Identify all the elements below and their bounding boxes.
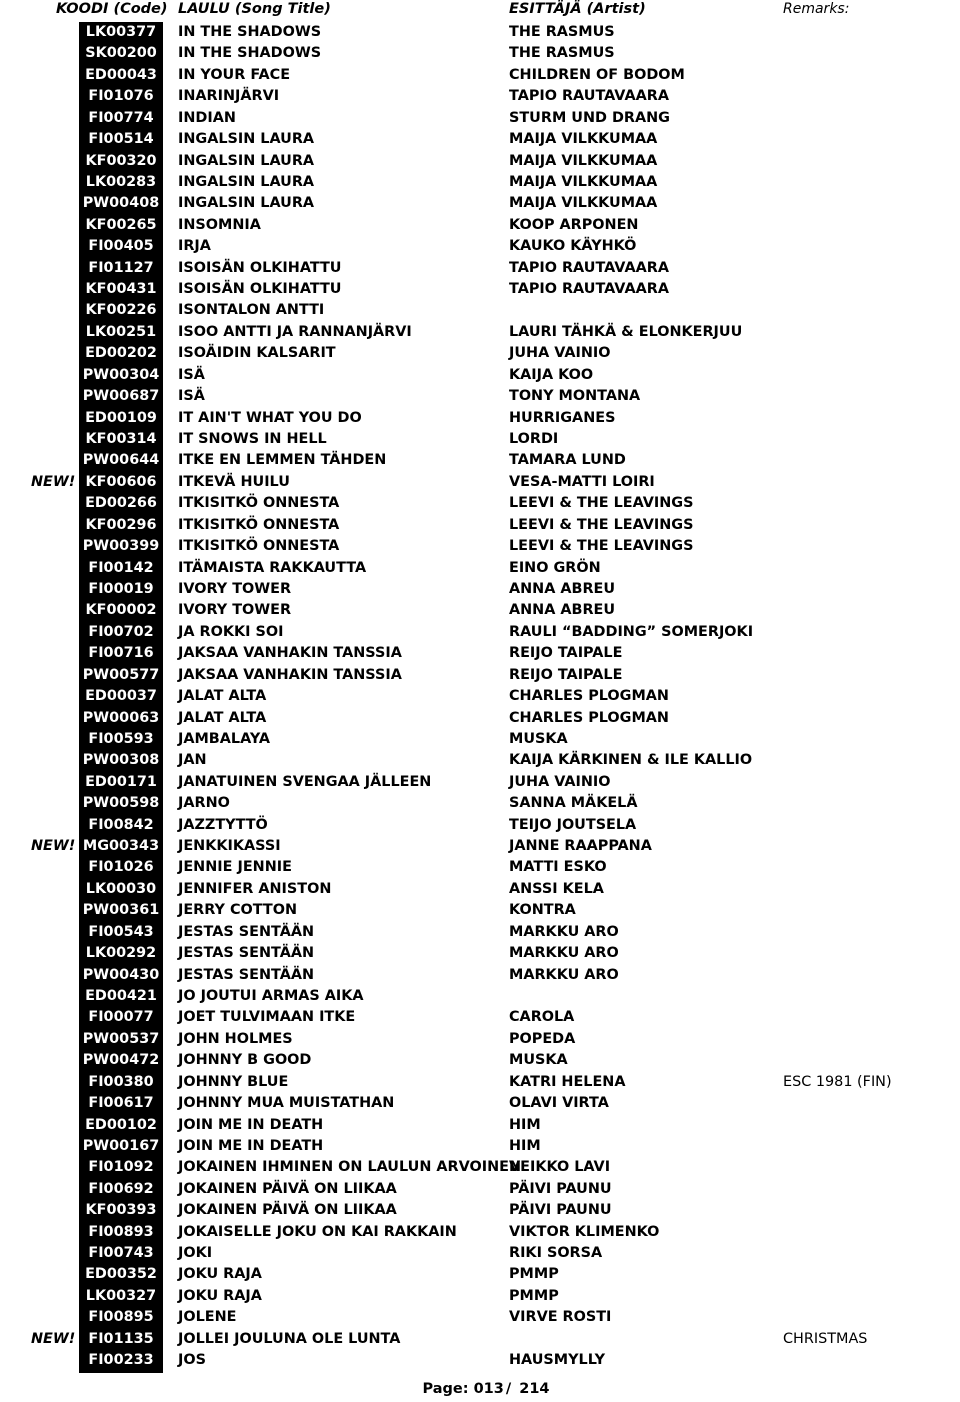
song-artist: CAROLA (509, 1009, 575, 1026)
song-artist: LEEVI & THE LEAVINGS (509, 495, 694, 512)
song-title: IT AIN'T WHAT YOU DO (178, 409, 362, 426)
table-row (0, 879, 960, 900)
table-row (0, 215, 960, 236)
song-title: JOKI (178, 1245, 213, 1262)
song-code: FI01127 (88, 259, 154, 276)
table-row (0, 708, 960, 729)
song-code: FI00893 (88, 1223, 154, 1240)
song-title: ITKISITKÖ ONNESTA (178, 495, 340, 512)
song-code: KF00320 (85, 152, 157, 169)
song-title: JOIN ME IN DEATH (178, 1116, 324, 1133)
song-title: JENKKIKASSI (178, 838, 281, 855)
song-artist: REIJO TAIPALE (509, 666, 623, 683)
song-code: FI00617 (88, 1095, 154, 1112)
table-row (0, 1029, 960, 1050)
song-title: IN YOUR FACE (178, 66, 291, 83)
song-code: FI00405 (88, 238, 154, 255)
song-title: IN THE SHADOWS (178, 24, 322, 40)
song-code: ED00037 (85, 688, 157, 705)
song-artist: KONTRA (509, 902, 576, 919)
song-code: PW00167 (82, 1137, 160, 1154)
song-code: FI00142 (88, 559, 154, 576)
table-row (0, 450, 960, 471)
table-row (0, 343, 960, 364)
song-artist: RAULI “BADDING” SOMERJOKI (509, 623, 754, 640)
song-artist: RIKI SORSA (509, 1245, 603, 1262)
song-title: JAN (178, 752, 207, 769)
song-code: KF00226 (85, 302, 157, 319)
song-title: ITKE EN LEMMEN TÄHDEN (178, 452, 387, 469)
table-row (0, 1307, 960, 1328)
table-row (0, 1136, 960, 1157)
song-artist: PMMP (509, 1287, 559, 1304)
song-title: JAZZTYTTÖ (178, 816, 268, 833)
song-title: JO JOUTUI ARMAS AIKA (178, 987, 364, 1004)
table-row (0, 643, 960, 664)
song-code: FI00514 (88, 131, 154, 148)
song-code: PW00687 (82, 388, 160, 405)
song-remark: CHRISTMAS (783, 1330, 868, 1347)
song-artist: KAIJA KÄRKINEN & ILE KALLIO (509, 752, 753, 769)
song-title: JALAT ALTA (178, 688, 267, 705)
song-code: PW00361 (82, 902, 160, 919)
song-title: INDIAN (178, 109, 236, 126)
song-artist: JUHA VAINIO (509, 773, 611, 790)
table-row (0, 1243, 960, 1264)
header-remarks: Remarks: (783, 1, 850, 17)
song-artist: TEIJO JOUTSELA (509, 816, 637, 833)
song-title: JAMBALAYA (178, 730, 271, 747)
song-artist: CHARLES PLOGMAN (509, 688, 669, 705)
table-row (0, 493, 960, 514)
table-row (0, 365, 960, 386)
song-table (0, 22, 960, 1372)
table-row (0, 1007, 960, 1028)
table-row (0, 258, 960, 279)
song-title: IN THE SHADOWS (178, 45, 322, 62)
song-title: JOET TULVIMAAN ITKE (178, 1009, 356, 1026)
table-row (0, 558, 960, 579)
song-code: LK00327 (85, 1287, 157, 1304)
table-row (0, 665, 960, 686)
song-code: FI00019 (88, 580, 154, 597)
song-code: MG00343 (82, 838, 160, 855)
song-title: ISÄ (178, 388, 205, 405)
table-row (0, 622, 960, 643)
song-code: LK00251 (85, 323, 157, 340)
table-row (0, 1222, 960, 1243)
song-title: ISOO ANTTI JA RANNANJÄRVI (178, 323, 412, 340)
table-row (0, 815, 960, 836)
song-artist: KATRI HELENA (509, 1073, 626, 1090)
table-row (0, 172, 960, 193)
song-title: ISOISÄN OLKIHATTU (178, 281, 342, 298)
table-row (0, 793, 960, 814)
song-artist: OLAVI VIRTA (509, 1095, 609, 1112)
song-title: IRJA (178, 238, 211, 255)
table-row (0, 1350, 960, 1371)
song-code: PW00644 (82, 452, 160, 469)
header-title: LAULU (Song Title) (178, 1, 331, 17)
song-code: ED00421 (85, 987, 157, 1004)
song-artist: LEEVI & THE LEAVINGS (509, 516, 694, 533)
song-artist: JUHA VAINIO (509, 345, 611, 362)
song-title: IT SNOWS IN HELL (178, 431, 327, 448)
song-code: KF00296 (85, 516, 157, 533)
song-artist: MATTI ESKO (509, 859, 607, 876)
song-code: ED00266 (85, 495, 157, 512)
song-title: JENNIFER ANISTON (178, 880, 332, 897)
song-remark: ESC 1981 (FIN) (783, 1073, 892, 1090)
table-row (0, 300, 960, 321)
table-row (0, 857, 960, 878)
page-footer (0, 1381, 960, 1397)
table-row (0, 1115, 960, 1136)
song-code: PW00472 (82, 1052, 160, 1069)
table-row (0, 772, 960, 793)
table-row (0, 472, 960, 493)
song-artist: PÄIVI PAUNU (509, 1202, 612, 1219)
song-code: FI00702 (88, 623, 154, 640)
song-code: ED00043 (85, 66, 157, 83)
song-artist: TAPIO RAUTAVAARA (509, 88, 669, 105)
header-code: KOODI (Code) (56, 1, 168, 17)
song-title: JESTAS SENTÄÄN (178, 923, 315, 940)
song-title: INSOMNIA (178, 216, 261, 233)
song-code: PW00598 (82, 795, 160, 812)
song-title: ISOISÄN OLKIHATTU (178, 259, 342, 276)
song-artist: KAUKO KÄYHKÖ (509, 238, 637, 255)
song-code: LK00377 (85, 24, 157, 40)
song-artist: VIKTOR KLIMENKO (509, 1223, 660, 1240)
song-code: FI00380 (88, 1073, 154, 1090)
song-code: FI00692 (88, 1180, 154, 1197)
table-row (0, 1050, 960, 1071)
song-title: JOKU RAJA (178, 1287, 262, 1304)
song-artist: CHILDREN OF BODOM (509, 66, 685, 83)
table-row (0, 943, 960, 964)
song-title: JARNO (178, 795, 230, 812)
song-code: KF00265 (85, 216, 157, 233)
song-code: ED00352 (85, 1266, 157, 1283)
song-title: JANATUINEN SVENGAA JÄLLEEN (178, 773, 432, 790)
song-code: PW00408 (82, 195, 160, 212)
song-title: JENNIE JENNIE (178, 859, 292, 876)
song-artist: MARKKU ARO (509, 966, 619, 983)
song-artist: ANNA ABREU (509, 602, 616, 619)
table-row (0, 836, 960, 857)
song-artist: JANNE RAAPPANA (509, 838, 652, 855)
song-artist: MAIJA VILKKUMAA (509, 131, 658, 148)
table-row (0, 408, 960, 429)
table-row (0, 1264, 960, 1285)
song-code: FI00842 (88, 816, 154, 833)
song-code: KF00393 (85, 1202, 157, 1219)
page-label: Page: (422, 1381, 469, 1397)
song-title: ISOÄIDIN KALSARIT (178, 345, 336, 362)
song-code: KF00606 (85, 473, 157, 490)
song-title: ISÄ (178, 366, 205, 383)
song-artist: HURRIGANES (509, 409, 616, 426)
song-artist: VIRVE ROSTI (509, 1309, 612, 1326)
song-code: PW00399 (82, 538, 160, 555)
song-artist: THE RASMUS (509, 24, 615, 40)
song-title: JOKU RAJA (178, 1266, 262, 1283)
song-artist: CHARLES PLOGMAN (509, 709, 669, 726)
song-artist: LAURI TÄHKÄ & ELONKERJUU (509, 323, 743, 340)
page-number: 013 (473, 1381, 504, 1397)
table-row (0, 1329, 960, 1350)
table-row (0, 43, 960, 64)
table-row (0, 151, 960, 172)
table-row (0, 322, 960, 343)
song-artist: HIM (509, 1137, 541, 1154)
table-row (0, 536, 960, 557)
song-title: JOHNNY B GOOD (178, 1052, 312, 1069)
table-row (0, 1179, 960, 1200)
song-code: PW00063 (82, 709, 160, 726)
table-row (0, 108, 960, 129)
header-artist: ESITTÄJÄ (Artist) (509, 1, 646, 17)
song-title: INGALSIN LAURA (178, 131, 315, 148)
song-artist: SANNA MÄKELÄ (509, 795, 638, 812)
song-title: JERRY COTTON (178, 902, 298, 919)
page-indicator: Page: 013 / 214 (422, 1381, 550, 1397)
song-title: JESTAS SENTÄÄN (178, 966, 315, 983)
column-header-row (0, 0, 960, 22)
song-artist: REIJO TAIPALE (509, 645, 623, 662)
song-title: JOKAINEN PÄIVÄ ON LIIKAA (178, 1202, 397, 1219)
song-code: FI00593 (88, 730, 154, 747)
table-row (0, 1072, 960, 1093)
song-title: JESTAS SENTÄÄN (178, 945, 315, 962)
song-code: ED00202 (85, 345, 157, 362)
table-row (0, 515, 960, 536)
new-badge: NEW! (31, 838, 76, 855)
song-artist: LEEVI & THE LEAVINGS (509, 538, 694, 555)
song-artist: PÄIVI PAUNU (509, 1180, 612, 1197)
table-row (0, 193, 960, 214)
song-artist: MARKKU ARO (509, 945, 619, 962)
song-code: LK00283 (85, 173, 157, 190)
song-artist: TAMARA LUND (509, 452, 626, 469)
song-title: INGALSIN LAURA (178, 173, 315, 190)
song-title: JOHNNY MUA MUISTATHAN (178, 1095, 395, 1112)
table-row (0, 900, 960, 921)
song-artist: VEIKKO LAVI (509, 1159, 611, 1176)
song-title: IVORY TOWER (178, 602, 292, 619)
song-artist: HIM (509, 1116, 541, 1133)
song-artist: MAIJA VILKKUMAA (509, 173, 658, 190)
song-artist: ANSSI KELA (509, 880, 604, 897)
song-code: FI00774 (88, 109, 154, 126)
table-row (0, 922, 960, 943)
song-code: KF00314 (85, 431, 157, 448)
table-row (0, 579, 960, 600)
table-row (0, 965, 960, 986)
song-title: ISONTALON ANTTI (178, 302, 325, 319)
table-row (0, 1200, 960, 1221)
table-row (0, 429, 960, 450)
table-row (0, 386, 960, 407)
song-code: FI00233 (88, 1352, 154, 1369)
song-title: INARINJÄRVI (178, 88, 280, 105)
song-title: JOKAINEN IHMINEN ON LAULUN ARVOINEN (178, 1159, 521, 1176)
song-code: FI01076 (88, 88, 154, 105)
song-code: PW00537 (82, 1030, 160, 1047)
song-code: FI00716 (88, 645, 154, 662)
song-code: LK00292 (85, 945, 157, 962)
song-code: ED00109 (85, 409, 157, 426)
song-title: JOHNNY BLUE (178, 1073, 289, 1090)
song-title: INGALSIN LAURA (178, 152, 315, 169)
table-row (0, 986, 960, 1007)
song-title: JOHN HOLMES (178, 1030, 293, 1047)
song-code: ED00171 (85, 773, 157, 790)
song-artist: VESA-MATTI LOIRI (509, 473, 655, 490)
song-code: FI01026 (88, 859, 154, 876)
song-title: INGALSIN LAURA (178, 195, 315, 212)
song-title: ITKEVÄ HUILU (178, 473, 290, 490)
song-artist: KOOP ARPONEN (509, 216, 639, 233)
song-title: JOKAISELLE JOKU ON KAI RAKKAIN (178, 1223, 457, 1240)
song-code: KF00431 (85, 281, 157, 298)
song-code: SK00200 (85, 45, 157, 62)
table-row (0, 279, 960, 300)
table-row (0, 22, 960, 43)
song-code: KF00002 (85, 602, 157, 619)
song-title: JAKSAA VANHAKIN TANSSIA (178, 645, 402, 662)
table-row (0, 729, 960, 750)
table-row (0, 236, 960, 257)
song-code: PW00577 (82, 666, 160, 683)
song-artist: ANNA ABREU (509, 580, 616, 597)
song-code: PW00304 (82, 366, 160, 383)
song-title: ITKISITKÖ ONNESTA (178, 516, 340, 533)
song-artist: HAUSMYLLY (509, 1352, 606, 1369)
table-row (0, 686, 960, 707)
table-row (0, 86, 960, 107)
song-title: IVORY TOWER (178, 580, 292, 597)
table-row (0, 65, 960, 86)
song-artist: KAIJA KOO (509, 366, 594, 383)
table-row (0, 750, 960, 771)
song-title: JOLENE (178, 1309, 237, 1326)
table-row (0, 1286, 960, 1307)
song-code: LK00030 (85, 880, 157, 897)
song-code: FI00743 (88, 1245, 154, 1262)
song-title: JOS (178, 1352, 206, 1369)
song-artist: TAPIO RAUTAVAARA (509, 259, 669, 276)
song-artist: THE RASMUS (509, 45, 615, 62)
song-artist: STURM UND DRANG (509, 109, 670, 126)
song-artist: POPEDA (509, 1030, 576, 1047)
song-artist: MUSKA (509, 730, 568, 747)
song-title: JA ROKKI SOI (178, 623, 284, 640)
song-artist: EINO GRÖN (509, 559, 601, 576)
song-code: FI01135 (88, 1330, 154, 1347)
song-artist: MARKKU ARO (509, 923, 619, 940)
song-code: FI01092 (88, 1159, 154, 1176)
new-badge: NEW! (31, 473, 76, 490)
song-artist: MUSKA (509, 1052, 568, 1069)
song-artist: PMMP (509, 1266, 559, 1283)
song-title: ITKISITKÖ ONNESTA (178, 538, 340, 555)
table-row (0, 600, 960, 621)
new-badge: NEW! (31, 1330, 76, 1347)
song-title: ITÄMAISTA RAKKAUTTA (178, 559, 367, 576)
song-title: JOKAINEN PÄIVÄ ON LIIKAA (178, 1180, 397, 1197)
song-title: JOIN ME IN DEATH (178, 1137, 324, 1154)
page-total: 214 (519, 1381, 550, 1397)
song-code: FI00895 (88, 1309, 154, 1326)
song-code: PW00308 (82, 752, 160, 769)
table-row (0, 1157, 960, 1178)
song-artist: TONY MONTANA (509, 388, 641, 405)
song-code: FI00077 (88, 1009, 154, 1026)
song-artist: TAPIO RAUTAVAARA (509, 281, 669, 298)
song-code: ED00102 (85, 1116, 157, 1133)
table-row (0, 129, 960, 150)
song-artist: MAIJA VILKKUMAA (509, 152, 658, 169)
song-code: FI00543 (88, 923, 154, 940)
song-artist: MAIJA VILKKUMAA (509, 195, 658, 212)
song-title: JOLLEI JOULUNA OLE LUNTA (178, 1330, 401, 1347)
song-code: PW00430 (82, 966, 160, 983)
table-row (0, 1093, 960, 1114)
song-artist: LORDI (509, 431, 559, 448)
song-title: JAKSAA VANHAKIN TANSSIA (178, 666, 402, 683)
song-title: JALAT ALTA (178, 709, 267, 726)
